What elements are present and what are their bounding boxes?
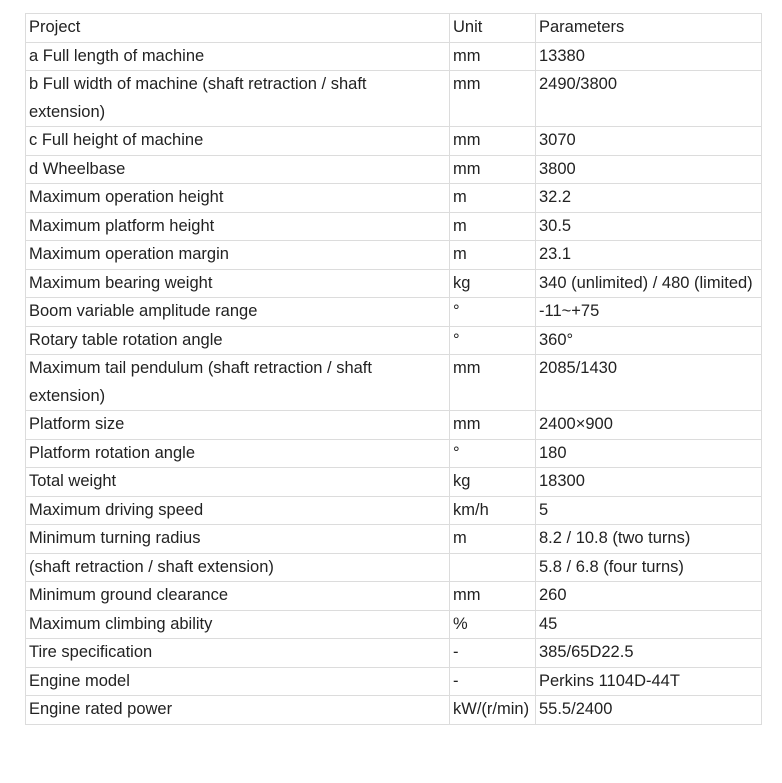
cell-unit: m — [450, 241, 536, 270]
table-row — [26, 326, 762, 355]
table-row — [26, 298, 762, 327]
cell-parameter: 18300 — [536, 468, 762, 497]
cell-unit: mm — [450, 127, 536, 156]
table-row — [26, 127, 762, 156]
cell-project: Maximum platform height — [26, 212, 450, 241]
cell-unit: ° — [450, 326, 536, 355]
cell-unit: mm — [450, 582, 536, 611]
table-row — [26, 439, 762, 468]
cell-project: Maximum climbing ability — [26, 610, 450, 639]
cell-project: Maximum driving speed — [26, 496, 450, 525]
cell-unit: ° — [450, 298, 536, 327]
cell-unit: ° — [450, 439, 536, 468]
cell-parameter: 360° — [536, 326, 762, 355]
table-row — [26, 241, 762, 270]
cell-project: Maximum bearing weight — [26, 269, 450, 298]
cell-unit: kg — [450, 468, 536, 497]
spec-table — [25, 13, 762, 725]
table-row — [26, 667, 762, 696]
table-row — [26, 42, 762, 71]
table-row — [26, 582, 762, 611]
cell-project: Engine model — [26, 667, 450, 696]
header-project: Project — [26, 14, 450, 43]
table-row — [26, 184, 762, 213]
cell-unit: mm — [450, 155, 536, 184]
cell-project: b Full width of machine (shaft retraction / shaft extension) — [26, 71, 450, 127]
cell-unit: mm — [450, 71, 536, 127]
cell-unit: % — [450, 610, 536, 639]
table-header-row — [26, 14, 762, 43]
cell-parameter: 2490/3800 — [536, 71, 762, 127]
cell-parameter: 2085/1430 — [536, 355, 762, 411]
cell-project: Platform rotation angle — [26, 439, 450, 468]
cell-unit: kg — [450, 269, 536, 298]
cell-unit: m — [450, 525, 536, 554]
cell-parameter: 30.5 — [536, 212, 762, 241]
cell-unit: - — [450, 667, 536, 696]
cell-unit: kW/(r/min) — [450, 696, 536, 725]
header-unit: Unit — [450, 14, 536, 43]
cell-parameter: 45 — [536, 610, 762, 639]
table-row — [26, 71, 762, 127]
cell-project: Rotary table rotation angle — [26, 326, 450, 355]
cell-project: Maximum tail pendulum (shaft retraction / shaft extension) — [26, 355, 450, 411]
cell-unit: mm — [450, 42, 536, 71]
cell-unit: m — [450, 212, 536, 241]
cell-project: (shaft retraction / shaft extension) — [26, 553, 450, 582]
cell-parameter: 5.8 / 6.8 (four turns) — [536, 553, 762, 582]
table-row — [26, 696, 762, 725]
table-row — [26, 411, 762, 440]
cell-parameter: 3070 — [536, 127, 762, 156]
table-row — [26, 468, 762, 497]
cell-project: Total weight — [26, 468, 450, 497]
cell-parameter: 260 — [536, 582, 762, 611]
cell-parameter: 55.5/2400 — [536, 696, 762, 725]
cell-unit: mm — [450, 411, 536, 440]
header-parameters: Parameters — [536, 14, 762, 43]
table-row — [26, 355, 762, 411]
cell-unit: mm — [450, 355, 536, 411]
table-row — [26, 269, 762, 298]
cell-parameter: 5 — [536, 496, 762, 525]
cell-project: Boom variable amplitude range — [26, 298, 450, 327]
cell-project: d Wheelbase — [26, 155, 450, 184]
spec-table-container — [25, 13, 761, 725]
cell-parameter: 8.2 / 10.8 (two turns) — [536, 525, 762, 554]
cell-unit: km/h — [450, 496, 536, 525]
cell-parameter: 32.2 — [536, 184, 762, 213]
cell-parameter: 180 — [536, 439, 762, 468]
cell-project: a Full length of machine — [26, 42, 450, 71]
cell-unit — [450, 553, 536, 582]
cell-parameter: 340 (unlimited) / 480 (limited) — [536, 269, 762, 298]
cell-project: Tire specification — [26, 639, 450, 668]
cell-parameter: 23.1 — [536, 241, 762, 270]
table-row — [26, 155, 762, 184]
table-row — [26, 610, 762, 639]
cell-project: Minimum ground clearance — [26, 582, 450, 611]
cell-project: Maximum operation height — [26, 184, 450, 213]
table-row — [26, 496, 762, 525]
cell-project: Maximum operation margin — [26, 241, 450, 270]
cell-parameter: 385/65D22.5 — [536, 639, 762, 668]
table-row — [26, 212, 762, 241]
cell-parameter: -11~+75 — [536, 298, 762, 327]
cell-project: Minimum turning radius — [26, 525, 450, 554]
cell-unit: m — [450, 184, 536, 213]
cell-parameter: 13380 — [536, 42, 762, 71]
table-row — [26, 553, 762, 582]
table-row — [26, 525, 762, 554]
cell-project: Platform size — [26, 411, 450, 440]
table-row — [26, 639, 762, 668]
cell-project: Engine rated power — [26, 696, 450, 725]
cell-parameter: Perkins 1104D-44T — [536, 667, 762, 696]
cell-parameter: 2400×900 — [536, 411, 762, 440]
cell-project: c Full height of machine — [26, 127, 450, 156]
cell-unit: - — [450, 639, 536, 668]
cell-parameter: 3800 — [536, 155, 762, 184]
